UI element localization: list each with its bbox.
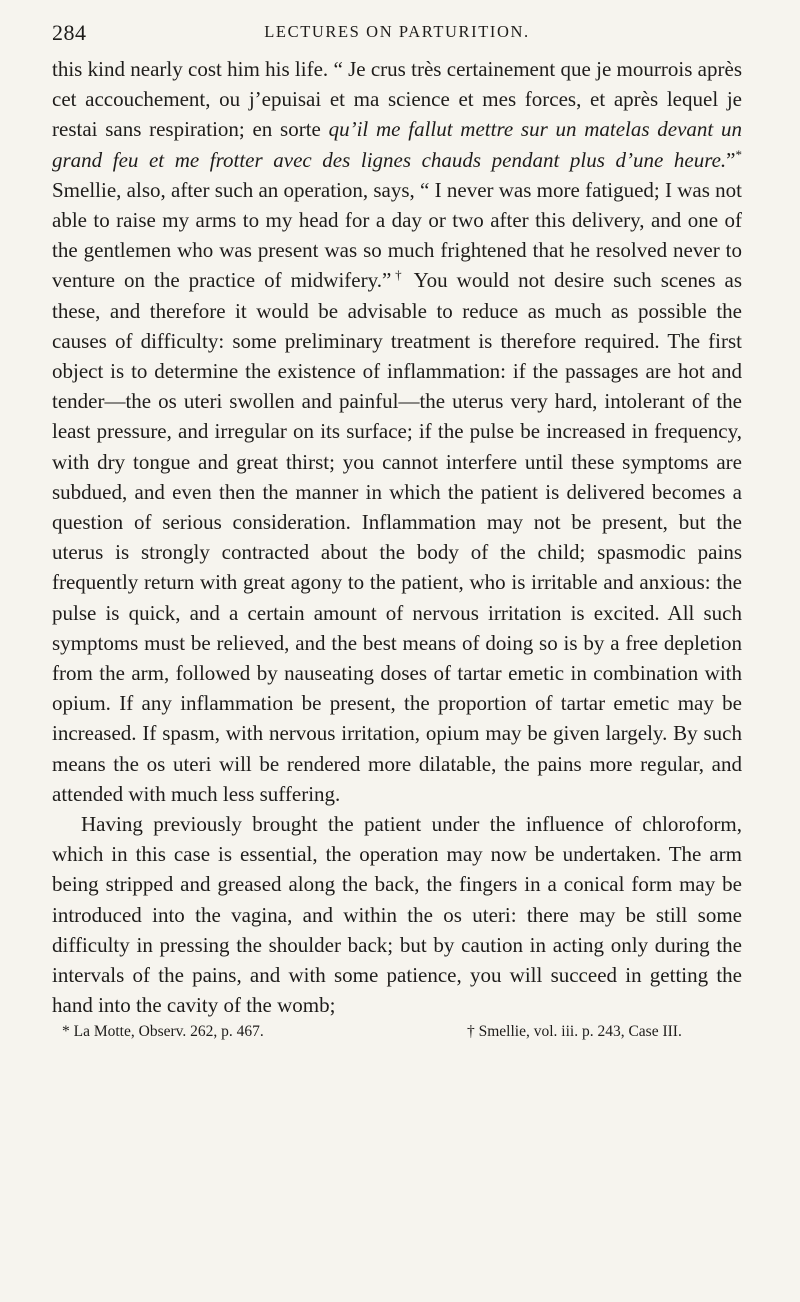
french-quote-italic: qu’il me fallut mettre sur un matelas devant un grand feu et me frotter avec des lignes chauds pendant plus d’une heure. <box>52 117 742 172</box>
paragraph-1 <box>52 54 742 809</box>
paragraph-2: Having previously brought the patient under the influence of chloroform, which in this case is essential, the operation may now be undertaken. The arm being stripped and greased along the back, the fingers in a conical form may be introduced into the vagina, and within the os uteri: there may be still some difficulty in pressing the shoulder back; but by caution in acting only during the intervals of the pains, and with some patience, you will succeed in getting the hand into the cavity of the womb; <box>52 812 742 1018</box>
running-title: LECTURES ON PARTURITION. <box>264 22 530 41</box>
paragraph-1-text-e: You would not desire such scenes as these, and therefore it would be advisable to reduce as much as possible the causes of difficulty: some preliminary treatment is therefore required. The first object is to determine the existence of inflammation: if the passages are hot and tender—the os uteri swollen and painful—the uterus very hard, intolerant of the least pressure, and irregular on its surface; if the pulse be increased in frequency, with dry tongue and great thirst; you cannot interfere until these symptoms are subdued, and even then the manner in which the patient is delivered becomes a question of serious consideration. Inflammation may not be present, but the uterus is strongly contracted about the body of the child; spasmodic pains frequently return with great agony to the patient, who is irritable and anxious: the pulse is quick, and a certain amount of nervous irritation is excited. All such symptoms must be relieved, and the best means of doing so is by a free depletion from the arm, followed by nauseating doses of tartar emetic in combination with opium. If any inflammation be present, the proportion of tartar emetic may be increased. If spasm, with nervous irritation, opium may be given largely. By such means the os uteri will be rendered more dilatable, the pains more regular, and attended with much less suffering. <box>52 268 743 806</box>
body-text <box>52 54 742 1021</box>
footnote-smellie: † Smellie, vol. iii. p. 243, Case III. <box>467 1022 682 1040</box>
footnotes <box>52 1023 742 1045</box>
footnote-la-motte: * La Motte, Observ. 262, p. 467. <box>62 1022 264 1040</box>
paragraph-1-text-a: this kind nearly cost him his life. “ Je crus très certainement que je mourrois après cet accouchement, ou j’epuisai et ma science et mes forces, et après lequel je restai sans respiration; en sorte <box>52 57 742 142</box>
footnote-mark-dagger: † <box>391 267 406 283</box>
closing-quote: ” <box>726 147 736 172</box>
paragraph-1-text-d: Smellie, also, after such an operation, says, “ I never was more fatigued; I was not able to raise my arms to my head for a day or two after this delivery, and one of the gentlemen who was present was so much frightened that he resolved never to venture on the practice of midwifery.” <box>52 177 742 293</box>
running-head <box>52 14 742 54</box>
page-number: 284 <box>52 20 87 45</box>
footnote-mark-asterisk: * <box>735 146 742 162</box>
